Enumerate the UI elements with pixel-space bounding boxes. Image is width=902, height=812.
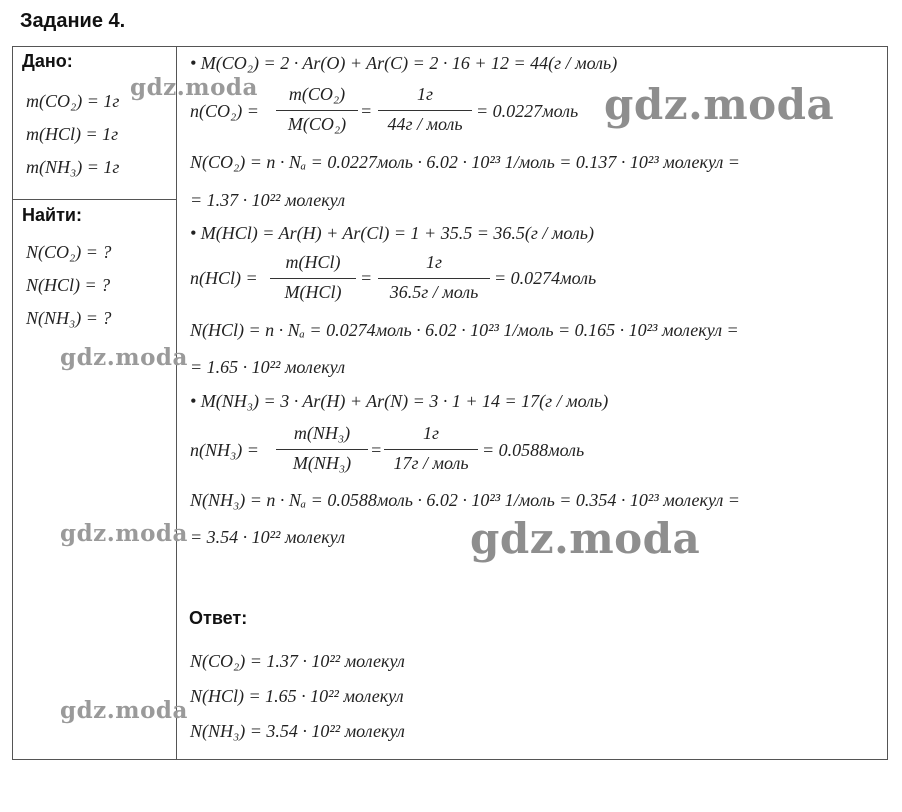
nh3-frac-den: M(NH₃) <box>292 453 352 473</box>
co2-fraction-values <box>378 84 472 138</box>
find-header: Найти: <box>22 205 82 225</box>
answer-header: Ответ: <box>189 608 248 628</box>
task-title: Задание 4. <box>20 10 126 32</box>
answer-item-co2: N(CO₂) = 1.37 · 10²² молекул <box>190 651 405 671</box>
hcl-n-lhs: n(HCl) = <box>190 268 258 288</box>
nh3-frac-num: m(NH₃) <box>293 423 351 443</box>
equals-sign: = <box>360 268 373 288</box>
equals-sign: = <box>370 440 383 460</box>
hcl-frac-num: m(HCl) <box>285 252 341 272</box>
hcl-n-result: = 0.0274моль <box>494 268 597 288</box>
hcl-fraction-values <box>378 252 490 306</box>
hcl-N-line1: N(HCl) = n · Nₐ = 0.0274моль · 6.02 · 10²³ 1/моль = 0.165 · 10²³ молекул = <box>190 320 739 340</box>
co2-frac-den: M(CO₂) <box>287 114 347 134</box>
find-item-nh3: N(NH₃) = ? <box>26 308 112 328</box>
find-item-hcl: N(HCl) = ? <box>26 275 111 295</box>
given-item-nh3: m(NH₃) = 1г <box>26 157 120 177</box>
column-divider <box>176 46 177 760</box>
co2-fraction-mass <box>276 84 358 138</box>
nh3-n-result: = 0.0588моль <box>482 440 585 460</box>
find-item-co2: N(CO₂) = ? <box>26 242 112 262</box>
hcl-fraction-mass <box>270 252 356 306</box>
nh3-N-line2: = 3.54 · 10²² молекул <box>190 527 346 547</box>
watermark: gdz.moda <box>60 520 188 547</box>
nh3-fraction-mass <box>276 423 368 477</box>
nh3-N-line1: N(NH₃) = n · Nₐ = 0.0588моль · 6.02 · 10²³ 1/моль = 0.354 · 10²³ молекул = <box>190 490 740 510</box>
answer-item-hcl: N(HCl) = 1.65 · 10²² молекул <box>190 686 404 706</box>
watermark-large: gdz.moda <box>470 514 701 563</box>
hcl-molar-mass: • M(HCl) = Ar(H) + Ar(Cl) = 1 + 35.5 = 36.5(г / моль) <box>190 223 594 243</box>
hcl-frac2-num: 1г <box>425 252 443 272</box>
nh3-frac2-num: 1г <box>422 423 440 443</box>
nh3-molar-mass: • M(NH₃) = 3 · Ar(H) + Ar(N) = 3 · 1 + 14 = 17(г / моль) <box>190 391 609 411</box>
watermark: gdz.moda <box>60 697 188 724</box>
watermark: gdz.moda <box>130 74 258 101</box>
fraction-bar <box>378 110 472 111</box>
hcl-frac2-den: 36.5г / моль <box>389 282 479 302</box>
fraction-bar <box>276 449 368 450</box>
fraction-bar <box>384 449 478 450</box>
watermark-large: gdz.moda <box>604 80 835 129</box>
hcl-frac-den: M(HCl) <box>284 282 342 302</box>
co2-frac2-den: 44г / моль <box>387 114 463 134</box>
co2-frac2-num: 1г <box>416 84 434 104</box>
co2-n-lhs: n(CO₂) = <box>190 101 259 121</box>
given-find-divider <box>12 199 177 200</box>
co2-N-line2: = 1.37 · 10²² молекул <box>190 190 346 210</box>
co2-frac-num: m(CO₂) <box>288 84 346 104</box>
nh3-fraction-values <box>384 423 478 477</box>
nh3-frac2-den: 17г / моль <box>393 453 469 473</box>
nh3-n-lhs: n(NH₃) = <box>190 440 259 460</box>
given-item-hcl: m(HCl) = 1г <box>26 124 119 144</box>
co2-N-line1: N(CO₂) = n · Nₐ = 0.0227моль · 6.02 · 10²³ 1/моль = 0.137 · 10²³ молекул = <box>190 152 740 172</box>
fraction-bar <box>270 278 356 279</box>
equals-sign: = <box>360 101 373 121</box>
given-header: Дано: <box>22 51 73 71</box>
hcl-N-line2: = 1.65 · 10²² молекул <box>190 357 346 377</box>
co2-n-result: = 0.0227моль <box>476 101 579 121</box>
fraction-bar <box>276 110 358 111</box>
watermark: gdz.moda <box>60 344 188 371</box>
answer-item-nh3: N(NH₃) = 3.54 · 10²² молекул <box>190 721 405 741</box>
fraction-bar <box>378 278 490 279</box>
given-item-co2: m(CO₂) = 1г <box>26 91 120 111</box>
co2-molar-mass: • M(CO₂) = 2 · Ar(O) + Ar(C) = 2 · 16 + 12 = 44(г / моль) <box>190 53 618 73</box>
